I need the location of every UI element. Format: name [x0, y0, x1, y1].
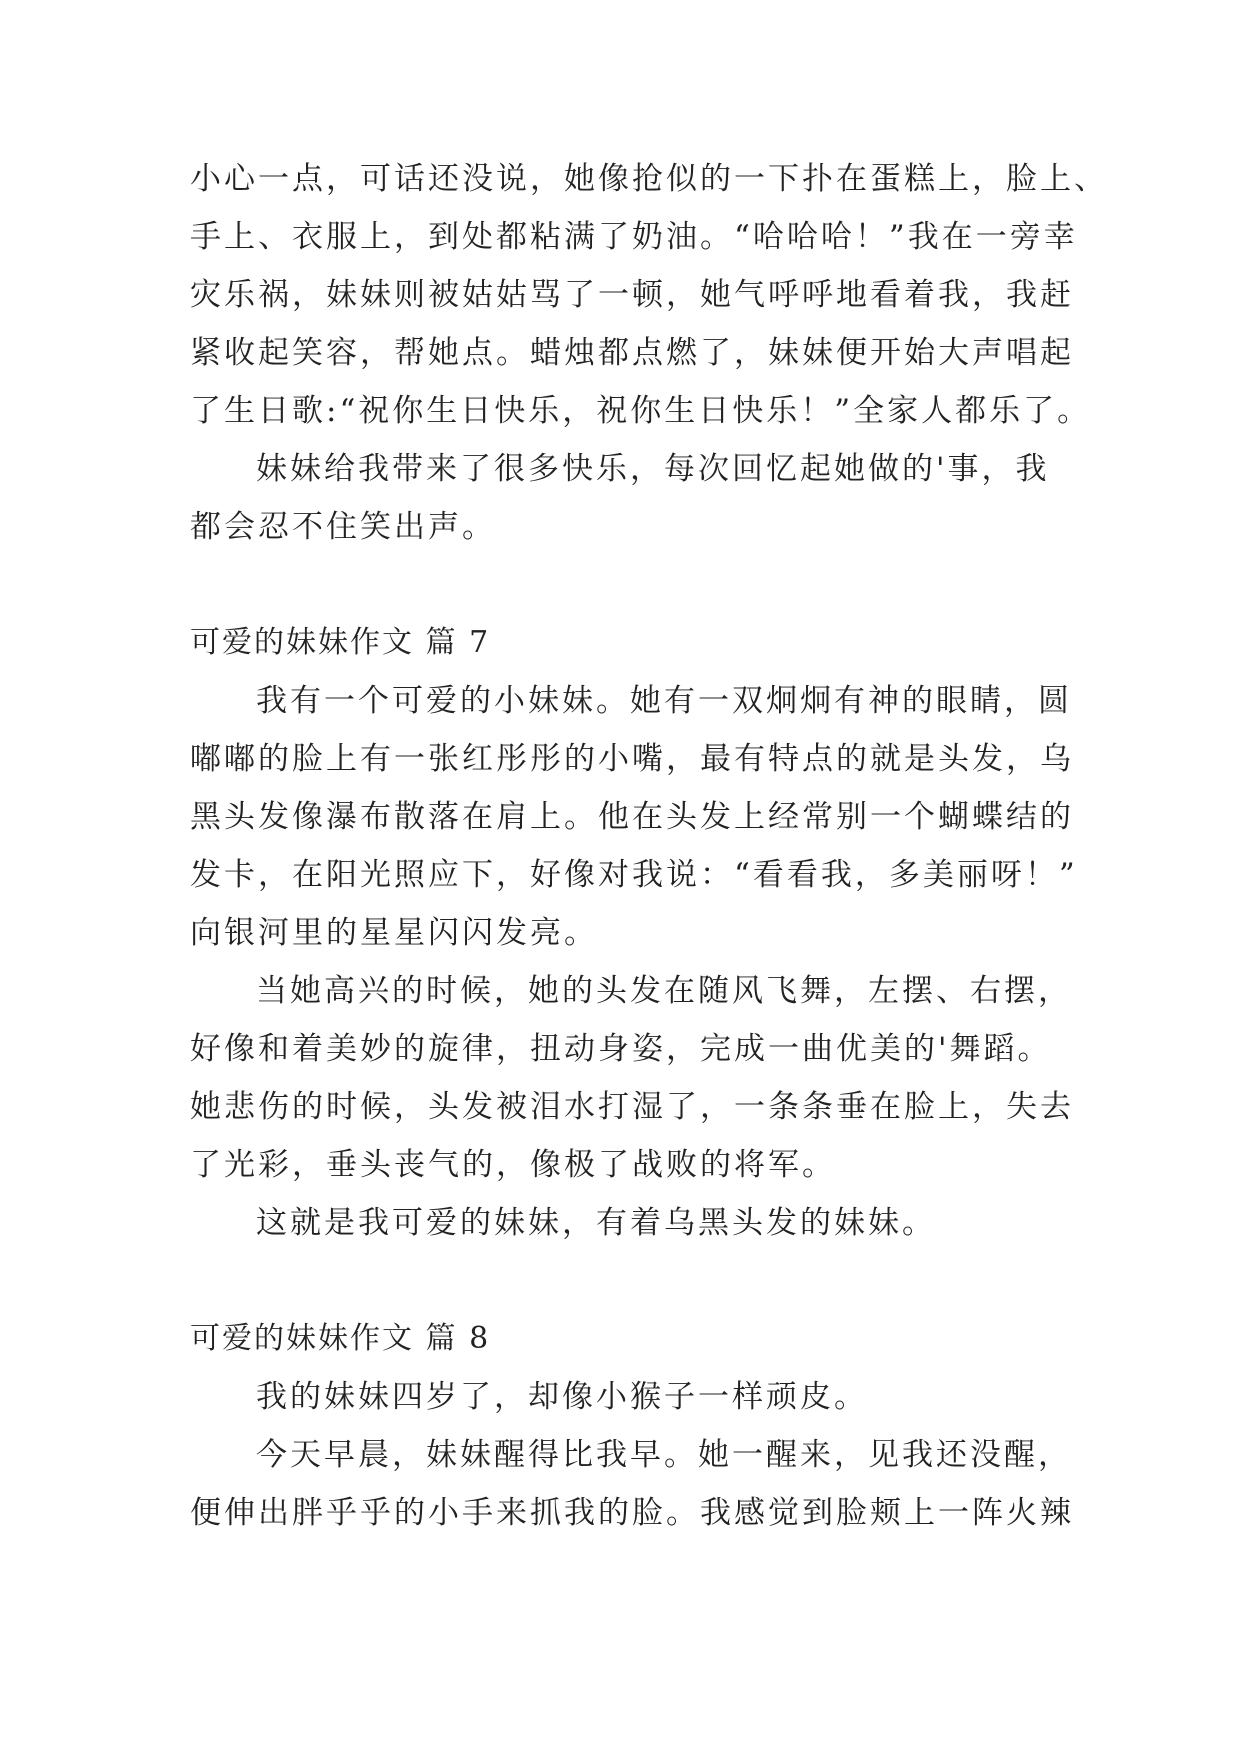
paragraph-line: 嘟嘟的脸上有一张红彤彤的小嘴，最有特点的就是头发，乌 — [190, 741, 1074, 777]
section-gap — [190, 556, 1070, 614]
paragraph-line: 了生日歌:“祝你生日快乐，祝你生日快乐！”全家人都乐了。 — [190, 393, 1092, 429]
section-heading-7: 可爱的妹妹作文 篇 7 — [190, 625, 491, 660]
paragraph-line: 好像和着美妙的旋律，扭动身姿，完成一曲优美的'舞蹈。 — [190, 1031, 1052, 1067]
paragraph-line: 这就是我可爱的妹妹，有着乌黑头发的妹妹。 — [256, 1205, 936, 1241]
paragraph-line: 便伸出胖乎乎的小手来抓我的脸。我感觉到脸颊上一阵火辣 — [190, 1495, 1074, 1531]
section-gap — [190, 1252, 1070, 1310]
document-body — [190, 150, 1108, 1542]
paragraph-line: 都会忍不住笑出声。 — [190, 509, 496, 545]
paragraph-line: 灾乐祸，妹妹则被姑姑骂了一顿，她气呼呼地看着我，我赶 — [190, 277, 1074, 313]
paragraph-line: 了光彩，垂头丧气的，像极了战败的将军。 — [190, 1147, 836, 1183]
paragraph-line: 发卡，在阳光照应下，好像对我说：“看看我，多美丽呀！” — [190, 857, 1078, 893]
paragraph-line: 手上、衣服上，到处都粘满了奶油。“哈哈哈！”我在一旁幸 — [190, 219, 1078, 255]
paragraph-line: 她悲伤的时候，头发被泪水打湿了，一条条垂在脸上，失去 — [190, 1089, 1074, 1125]
paragraph-line: 妹妹给我带来了很多快乐，每次回忆起她做的'事，我 — [256, 451, 1050, 487]
section-heading-8: 可爱的妹妹作文 篇 8 — [190, 1321, 491, 1356]
paragraph-line: 我的妹妹四岁了，却像小猴子一样顽皮。 — [256, 1379, 868, 1415]
paragraph-line: 向银河里的星星闪闪发亮。 — [190, 915, 598, 951]
paragraph-line: 我有一个可爱的小妹妹。她有一双炯炯有神的眼睛，圆 — [256, 683, 1072, 719]
paragraph-line: 当她高兴的时候，她的头发在随风飞舞，左摆、右摆， — [256, 973, 1072, 1009]
paragraph-line: 黑头发像瀑布散落在肩上。他在头发上经常别一个蝴蝶结的 — [190, 799, 1074, 835]
paragraph-line: 小心一点，可话还没说，她像抢似的一下扑在蛋糕上，脸上、 — [190, 161, 1108, 197]
paragraph-line: 今天早晨，妹妹醒得比我早。她一醒来，见我还没醒， — [256, 1437, 1072, 1473]
paragraph-line: 紧收起笑容，帮她点。蜡烛都点燃了，妹妹便开始大声唱起 — [190, 335, 1074, 371]
